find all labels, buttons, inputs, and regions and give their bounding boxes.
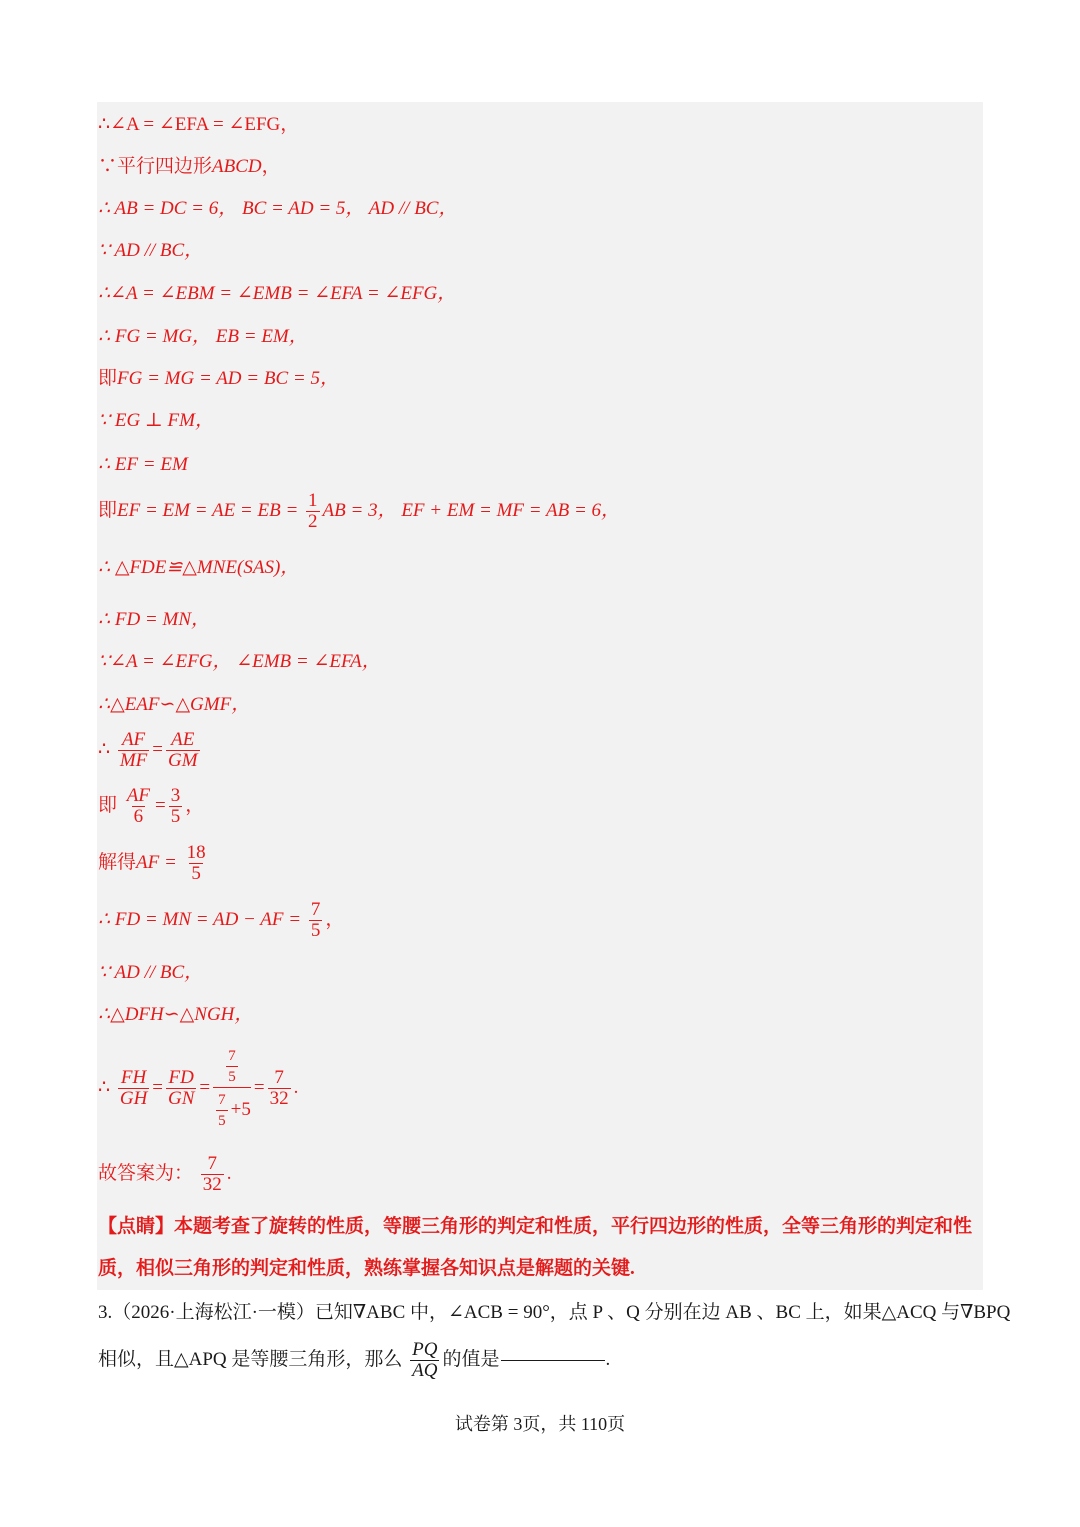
solution-line-10: 即EF = EM = AE = EB = $\frac{1}{2}$ AB = 3， EF + EM = MF = AB = 6， [98,490,621,532]
fraction-pq-aq: $\frac{PQ}{AQ}$ [412,1339,438,1381]
solution-line-8: ∵ EG ⊥ FM， [98,410,214,431]
fraction-fh-gh: $\frac{FH}{GH}$ [119,1067,148,1109]
solution-line-6: ∴ FG = MG， EB = EM， [98,326,308,347]
solution-line-13: ∵∠A = ∠EFG， ∠EMB = ∠EFA， [98,651,381,672]
answer-blank[interactable] [501,1360,605,1361]
solution-line-12: ∴ FD = MN， [98,609,210,630]
fraction-18-5: $\frac{18}{5}$ [186,842,206,884]
fraction-half: $\frac{1}{2}$ [308,490,318,532]
fraction-7-32: $\frac{7}{32}$ [269,1067,289,1109]
fraction-7-5-top: $\frac{7}{5}$ [228,1048,236,1085]
compound-fraction: $\frac{7}{5}$ $\frac{7}{5}$ +5 [213,1046,251,1131]
solution-line-5: ∴∠A = ∠EBM = ∠EMB = ∠EFA = ∠EFG， [98,283,457,304]
solution-line-20: ∴△DFH∽△NGH， [98,1004,254,1025]
answer-line: 故答案为： $\frac{7}{32}$ . [98,1153,232,1195]
solution-line-15: ∴ $\frac{AF}{MF}$ = $\frac{AE}{GM}$ [98,729,198,771]
fraction-af-mf: $\frac{AF}{MF}$ [119,729,148,771]
question-3-line-1: 3.（2026·上海松江·一模）已知∇ABC 中，∠ACB = 90°，点 P 、Q 分别在边 AB 、BC 上，如果△ACQ 与∇BPQ [98,1302,1011,1323]
key-point-note: 【点睛】本题考查了旋转的性质，等腰三角形的判定和性质，平行四边形的性质，全等三角形的判定和性质，相似三角形的判定和性质，熟练掌握各知识点是解题的关键. [98,1216,973,1279]
fraction-7-5-bottom: $\frac{7}{5}$ [218,1092,226,1129]
solution-line-16: 即 $\frac{AF}{6}$ = $\frac{3}{5}$ ， [98,785,205,827]
page-footer: 试卷第 3页，共 110页 [454,1414,626,1434]
solution-line-2: ∵平行四边形ABCD， [98,156,281,177]
solution-line-17: 解得AF = $\frac{18}{5}$ [98,842,206,884]
solution-line-1: ∴∠A = ∠EFA = ∠EFG， [98,114,300,135]
solution-line-21: ∴ $\frac{FH}{GH}$ = $\frac{FD}{GN}$ = $\frac{7}{5}$ $\frac{7}{5}$ +5 = $\frac{7}{32}$ . [98,1048,299,1129]
solution-line-9: ∴ EF = EM [98,454,188,475]
fraction-af-6: $\frac{AF}{6}$ [126,785,150,827]
question-3-line-2: 相似，且△APQ 是等腰三角形，那么 $\frac{PQ}{AQ}$ 的值是 . [98,1339,611,1381]
solution-line-4: ∵ AD // BC， [98,240,204,261]
solution-line-18: ∴ FD = MN = AD − AF = $\frac{7}{5}$ ， [98,899,345,941]
solution-line-11: ∴ △FDE≌△MNE(SAS)， [98,557,300,578]
fraction-ae-gm: $\frac{AE}{GM}$ [168,729,198,771]
solution-line-7: 即FG = MG = AD = BC = 5， [98,368,339,389]
solution-line-19: ∵ AD // BC， [98,962,204,983]
solution-line-3: ∴ AB = DC = 6， BC = AD = 5， AD // BC， [98,198,458,219]
fraction-fd-gn: $\frac{FD}{GN}$ [168,1067,195,1109]
solution-line-14: ∴△EAF∽△GMF， [98,694,251,715]
answer-fraction: $\frac{7}{32}$ [202,1153,222,1195]
fraction-7-5: $\frac{7}{5}$ [310,899,321,941]
fraction-3-5: $\frac{3}{5}$ [170,785,181,827]
